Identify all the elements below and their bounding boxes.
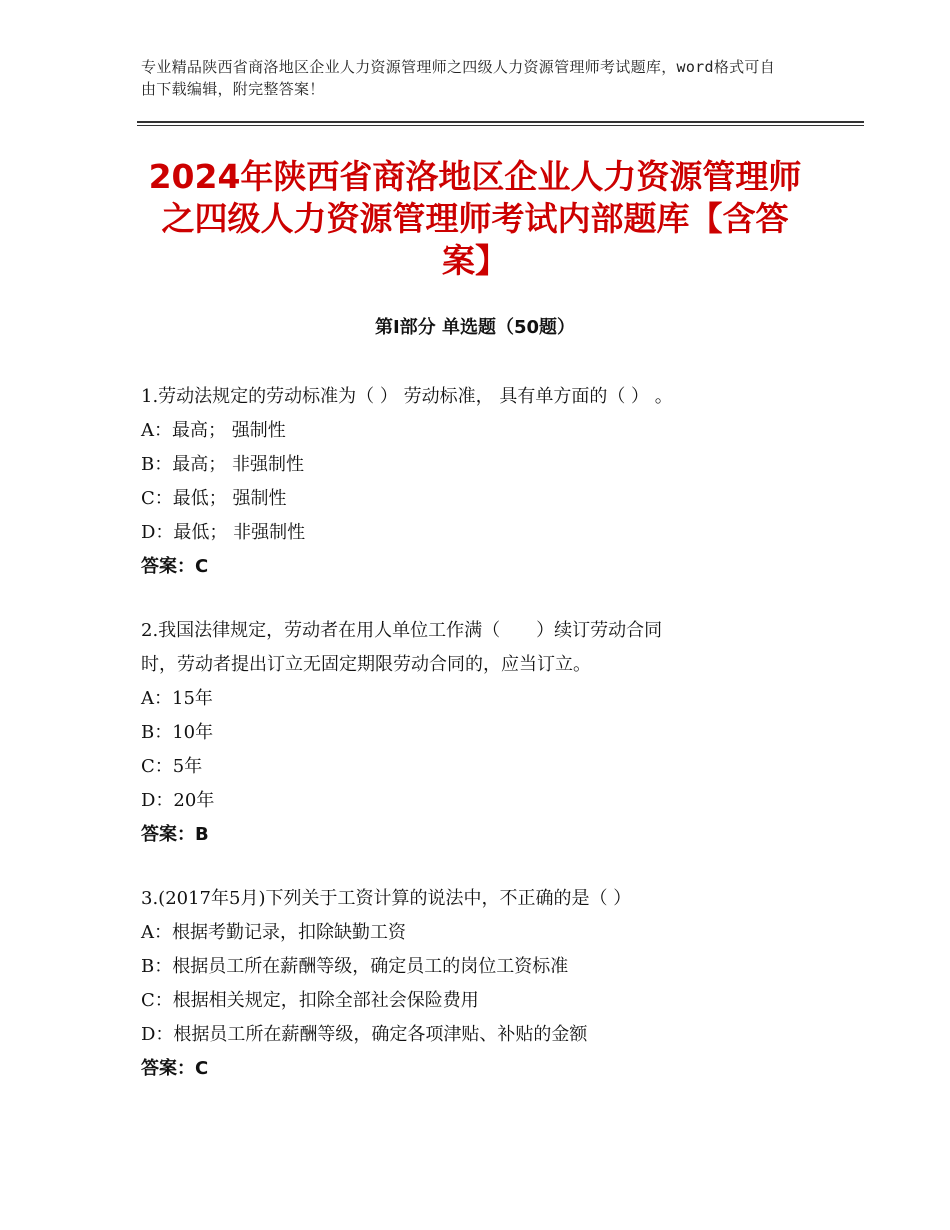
header-rule-thin xyxy=(137,125,864,126)
option-b: B：10年 xyxy=(141,722,214,743)
option-a: A：根据考勤记录，扣除缺勤工资 xyxy=(141,922,406,943)
question-list xyxy=(141,380,821,1116)
option-a: A：15年 xyxy=(141,688,213,709)
question-stem: 1.劳动法规定的劳动标准为（ ） 劳动标准， 具有单方面的（ ） 。 xyxy=(141,386,673,407)
header-rule-thick xyxy=(137,121,864,123)
answer: 答案：C xyxy=(141,556,209,577)
option-a: A：最高； 强制性 xyxy=(141,420,286,441)
option-c: C：最低； 强制性 xyxy=(141,488,287,509)
option-d: D：根据员工所在薪酬等级，确定各项津贴、补贴的金额 xyxy=(141,1024,588,1045)
answer: 答案：B xyxy=(141,824,209,845)
question-stem: 2.我国法律规定，劳动者在用人单位工作满（ ）续订劳动合同 xyxy=(141,620,663,641)
answer: 答案：C xyxy=(141,1058,209,1079)
option-b: B：最高； 非强制性 xyxy=(141,454,304,475)
option-d: D：20年 xyxy=(141,790,215,811)
question-1 xyxy=(141,380,821,584)
option-b: B：根据员工所在薪酬等级，确定员工的岗位工资标准 xyxy=(141,956,569,977)
option-c: C：5年 xyxy=(141,756,203,777)
question-2 xyxy=(141,614,821,852)
question-stem: 3.(2017年5月)下列关于工资计算的说法中，不正确的是（ ） xyxy=(141,888,632,909)
option-c: C：根据相关规定，扣除全部社会保险费用 xyxy=(141,990,479,1011)
question-stem-continued: 时，劳动者提出订立无固定期限劳动合同的，应当订立。 xyxy=(141,654,591,675)
question-3 xyxy=(141,882,821,1086)
option-d: D：最低； 非强制性 xyxy=(141,522,306,543)
section-title: 第Ⅰ部分 单选题（50题） xyxy=(374,317,575,338)
header-note: 专业精品陕西省商洛地区企业人力资源管理师之四级人力资源管理师考试题库，word格式可自由下载编辑，附完整答案！ xyxy=(141,58,776,98)
document-title: 2024年陕西省商洛地区企业人力资源管理师之四级人力资源管理师考试内部题库【含答案】 xyxy=(148,157,802,280)
